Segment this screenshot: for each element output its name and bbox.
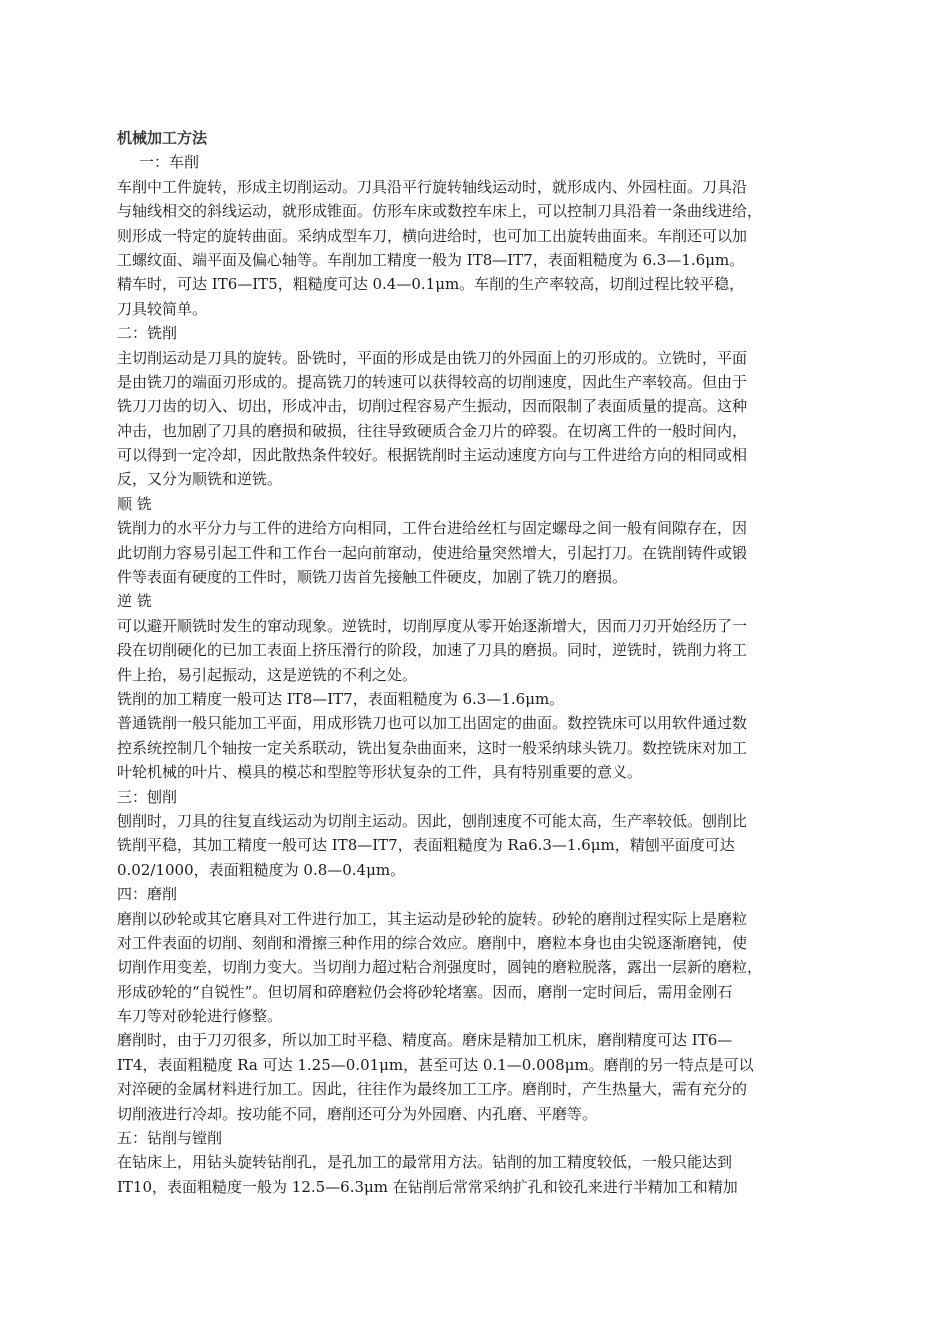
text-line: 件上抬，易引起振动，这是逆铣的不利之处。: [117, 665, 418, 684]
text-line: 工螺纹面、端平面及偏心轴等。车削加工精度一般为 IT8—IT7，表面粗糙度为 6.3—1.6μm。: [117, 250, 745, 269]
text-line: 铣削力的水平分力与工件的进给方向相同，工件台进给丝杠与固定螺母之间一般有间隙存在，因: [117, 519, 748, 538]
text-line: 切削作用变差，切削力变大。当切削力超过粘合剂强度时，圆钝的磨粒脱落，露出一层新的磨粒，: [117, 958, 763, 977]
text-line: 与轴线相交的斜线运动，就形成锥面。仿形车床或数控车床上，可以控制刀具沿着一条曲线进给，: [117, 202, 763, 221]
text-line: 在钻床上，用钻头旋转钻削孔，是孔加工的最常用方法。钻削的加工精度较低，一般只能达到: [117, 1153, 733, 1172]
text-line: 可以避开顺铣时发生的窜动现象。逆铣时，切削厚度从零开始逐渐增大，因而刀刃开始经历了一: [117, 616, 748, 635]
text-line: 磨削时，由于刀刃很多，所以加工时平稳、精度高。磨床是精加工机床，磨削精度可达 IT6—: [117, 1031, 733, 1050]
text-line: 反，又分为顺铣和逆铣。: [117, 470, 283, 489]
text-line: 段在切削硬化的已加工表面上挤压滑行的阶段，加速了刀具的磨损。同时，逆铣时，铣削力将工: [117, 641, 748, 660]
document-title: 机械加工方法: [117, 129, 208, 147]
text-line: 主切削运动是刀具的旋转。卧铣时，平面的形成是由铣刀的外园面上的刃形成的。立铣时，平面: [117, 348, 748, 367]
text-line: 二：铣削: [117, 324, 178, 343]
text-line: 对工件表面的切削、刻削和滑擦三种作用的综合效应。磨削中，磨粒本身也由尖锐逐渐磨钝，使: [117, 933, 748, 952]
text-line: IT10，表面粗糙度一般为 12.5—6.3μm 在钻削后常常采纳扩孔和铰孔来进行半精加工和精加: [117, 1177, 738, 1196]
text-line: 一：车削: [139, 153, 200, 172]
text-line: 磨削以砂轮或其它磨具对工件进行加工，其主运动是砂轮的旋转。砂轮的磨削过程实际上是磨粒: [117, 909, 748, 928]
text-line: 精车时，可达 IT6—IT5，粗糙度可达 0.4—0.1μm。车削的生产率较高，切削过程比较平稳，: [117, 275, 745, 294]
text-line: 可以得到一定冷却，因此散热条件较好。根据铣削时主运动速度方向与工件进给方向的相同或相: [117, 446, 748, 465]
text-line: 0.02/1000，表面粗糙度为 0.8—0.4μm。: [117, 860, 406, 879]
text-line: 控系统控制几个轴按一定关系联动，铣出复杂曲面来，这时一般采纳球头铣刀。数控铣床对加工: [117, 738, 748, 757]
text-line: 铣削的加工精度一般可达 IT8—IT7，表面粗糙度为 6.3—1.6μm。: [117, 689, 565, 708]
text-line: 逆 铣: [117, 592, 152, 611]
text-line: 顺 铣: [117, 494, 152, 513]
text-line: 刨削时，刀具的往复直线运动为切削主运动。因此，刨削速度不可能太高，生产率较低。刨削比: [117, 811, 748, 830]
text-line: 叶轮机械的叶片、模具的模芯和型腔等形状复杂的工件，具有特别重要的意义。: [117, 763, 643, 782]
document-body: [117, 126, 829, 1199]
text-line: 对淬硬的金属材料进行加工。因此，往往作为最终加工工序。磨削时，产生热量大，需有充分的: [117, 1080, 748, 1099]
text-line: 是由铣刀的端面刃形成的。提高铣刀的转速可以获得较高的切削速度，因此生产率较高。但由于: [117, 372, 748, 391]
text-line: 此切削力容易引起工件和工作台一起向前窜动，使进给量突然增大，引起打刀。在铣削铸件或锻: [117, 543, 748, 562]
text-line: 车削中工件旋转，形成主切削运动。刀具沿平行旋转轴线运动时，就形成内、外园柱面。刀具沿: [117, 177, 748, 196]
text-lines: [117, 150, 829, 1199]
text-line: 三：刨削: [117, 787, 178, 806]
text-line: 普通铣削一般只能加工平面，用成形铣刀也可以加工出固定的曲面。数控铣床可以用软件通过数: [117, 714, 748, 733]
text-line: IT4，表面粗糙度 Ra 可达 1.25—0.01μm，甚至可达 0.1—0.008μm。磨削的另一特点是可以: [117, 1055, 754, 1074]
text-line: 五：钻削与镗削: [117, 1129, 223, 1148]
text-line: 则形成一特定的旋转曲面。采纳成型车刀，横向进给时，也可加工出旋转曲面来。车削还可以加: [117, 226, 748, 245]
text-line: 冲击，也加剧了刀具的磨损和破损，往往导致硬质合金刀片的碎裂。在切离工件的一般时间内，: [117, 421, 748, 440]
text-line: 形成砂轮的“自锐性”。但切屑和碎磨粒仍会将砂轮堵塞。因而，磨削一定时间后，需用金刚石: [117, 982, 733, 1001]
text-line: 车刀等对砂轮进行修整。: [117, 1007, 283, 1026]
text-line: 刀具较简单。: [117, 299, 208, 318]
text-line: 切削液进行冷却。按功能不同，磨削还可分为外园磨、内孔磨、平磨等。: [117, 1104, 598, 1123]
text-line: 件等表面有硬度的工件时，顺铣刀齿首先接触工件硬皮，加剧了铣刀的磨损。: [117, 568, 628, 587]
text-line: 铣削平稳，其加工精度一般可达 IT8—IT7，表面粗糙度为 Ra6.3—1.6μm，精刨平面度可达: [117, 836, 735, 855]
text-line: 铣刀刀齿的切入、切出，形成冲击，切削过程容易产生振动，因而限制了表面质量的提高。这种: [117, 397, 748, 416]
text-line: 四：磨削: [117, 885, 178, 904]
